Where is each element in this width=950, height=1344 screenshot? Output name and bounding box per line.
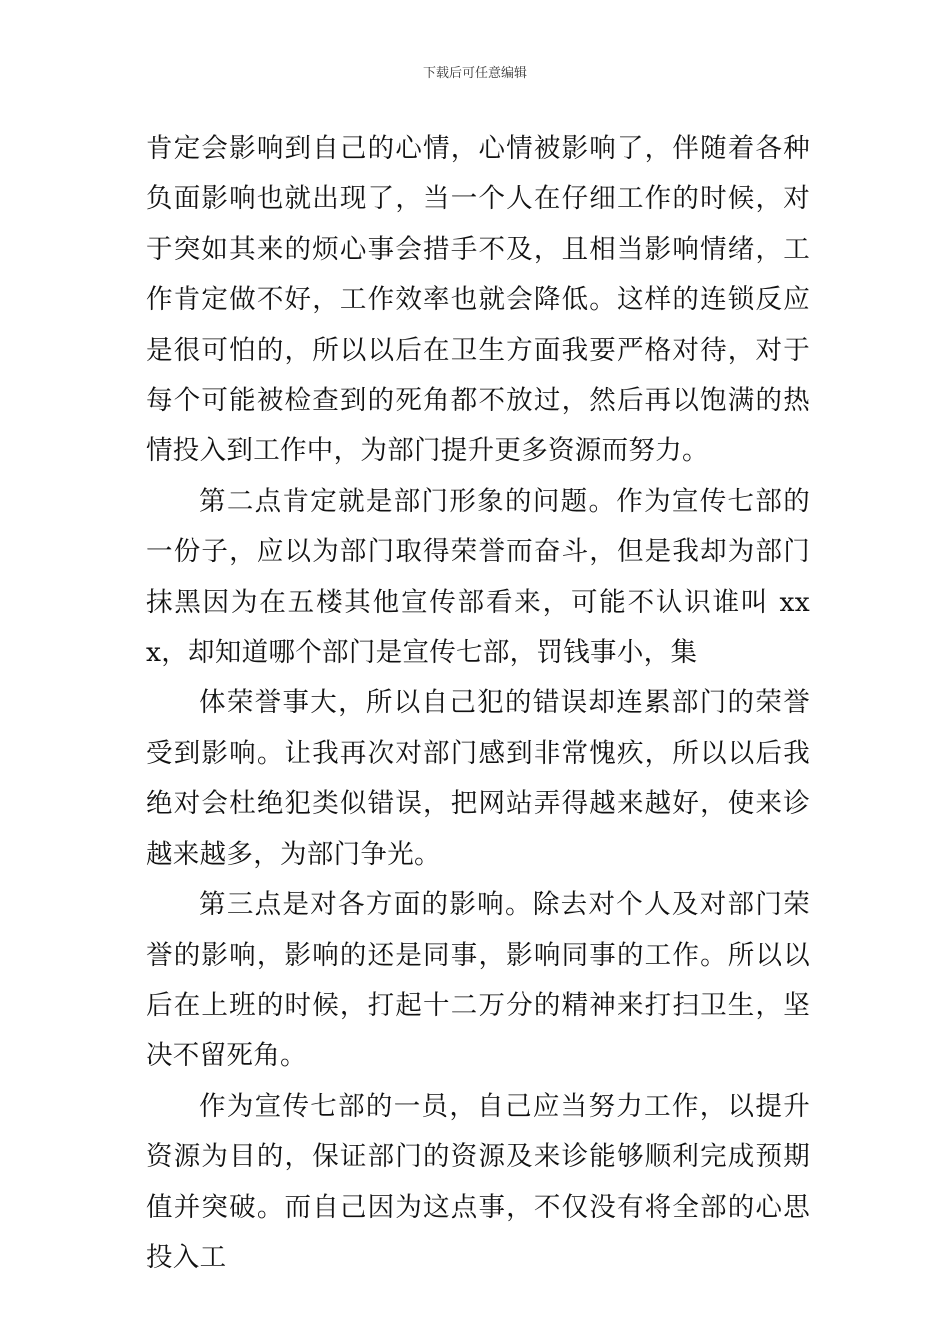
paragraph-as-member: 作为宣传七部的一员，自己应当努力工作，以提升资源为目的，保证部门的资源及来诊能够顺利完成预期值并突破。而自己因为这点事，不仅没有将全部的心思投入工 [146,1090,810,1273]
paragraph-second-point: 第二点肯定就是部门形象的问题。作为宣传七部的一份子，应以为部门取得荣誉而奋斗，但是我却为部门抹黑因为在五楼其他宣传部看来，可能不认识谁叫 xxx，却知道哪个部门是宣传七部，罚钱事小，集 [146,485,810,669]
paragraph-third-point: 第三点是对各方面的影响。除去对个人及对部门荣誉的影响，影响的还是同事，影响同事的工作。所以以后在上班的时候，打起十二万分的精神来打扫卫生，坚决不留死角。 [146,889,810,1072]
document-body [146,124,810,1283]
paragraph-continuation: 肯定会影响到自己的心情，心情被影响了，伴随着各种负面影响也就出现了，当一个人在仔细工作的时候，对于突如其来的烦心事会措手不及，且相当影响情绪，工作肯定做不好，工作效率也就会降低。这样的连锁反应是很可怕的，所以以后在卫生方面我要严格对待，对于每个可能被检查到的死角都不放过，然后再以饱满的热情投入到工作中，为部门提升更多资源而努力。 [146,133,810,467]
page-header: 下载后可任意编辑 [422,66,527,81]
paragraph-collective-honor: 体荣誉事大，所以自己犯的错误却连累部门的荣誉受到影响。让我再次对部门感到非常愧疚，所以以后我绝对会杜绝犯类似错误，把网站弄得越来越好，使来诊越来越多，为部门争光。 [146,687,810,870]
